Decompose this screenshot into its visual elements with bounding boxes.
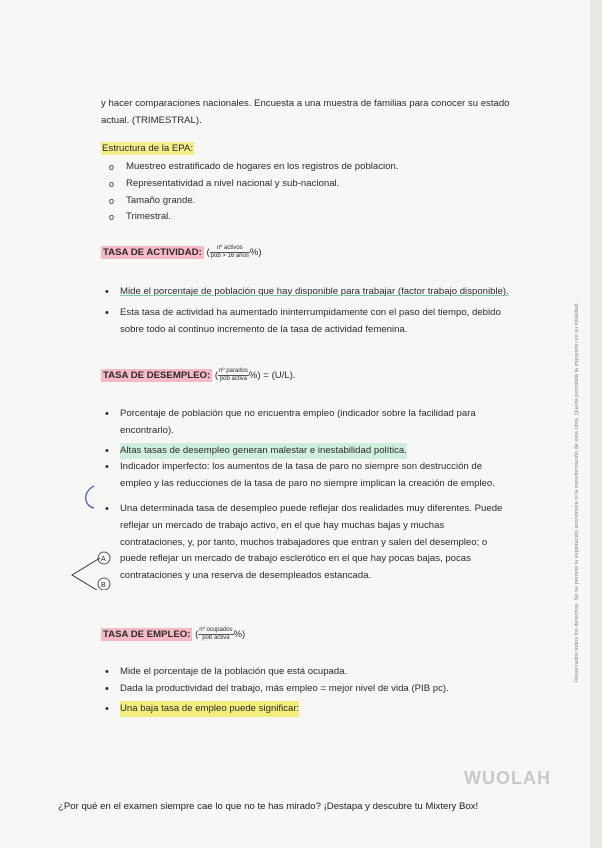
margin-annotation [60,480,120,590]
bracket-mark [86,486,94,508]
copyright-side-note: Reservados todos los derechos. No se permite la explotación económica ni la transformación de esta obra. Queda permitida la impresión en su totalidad. [574,302,580,682]
empleo-fraction [198,627,233,642]
annotation-b: B [101,582,106,589]
list-item: • Porcentaje de población que no encuentra empleo (indicador sobre la facilidad para encontrarlo). [120,406,510,440]
fraction-numerator: nº ocupados [199,627,233,633]
list-item: o Trimestral. [126,209,506,226]
frac-close: %) = (U/L). [248,370,296,382]
annotation-a: A [101,556,106,563]
list-item: • Esta tasa de actividad ha aumentado ininterrumpidamente con el paso del tiempo, debido sobre todo al continuo incremento de la tasa de actividad femenina. [120,305,510,339]
actividad-list [120,284,510,338]
frac-close: %) [233,629,246,641]
list-item: • Una baja tasa de empleo puede significar: [120,701,299,718]
list-item: • Una determinada tasa de desempleo puede reflejar dos realidades muy diferentes. Puede reflejar un mercado de trabajo activo, en el que hay muchas bajas y muchas contrataciones, y, por tanto, muchos trabajadores que entran y salen del desempleo; o puede reflejar un mercado de trabajo esclerótico en el que hay pocas bajas, pocas contrataciones y una reserva de desempleados estancada. [120,501,510,585]
actividad-heading [101,245,262,260]
desempleo-fraction [218,368,249,383]
fraction-denominator: pob > 16 años [210,253,249,259]
frac-open: ( [214,370,219,382]
list-item: o Tamaño grande. [126,193,506,210]
list-item: • Altas tasas de desempleo generan malestar e inestabilidad política. [120,443,407,460]
intro-paragraph: y hacer comparaciones nacionales. Encuesta a una muestra de familias para conocer su estado actual. (TRIMESTRAL). [101,98,510,126]
fraction-numerator: nº activos [210,245,250,253]
empleo-heading [101,627,245,642]
empleo-title: TASA DE EMPLEO: [103,629,191,641]
list-item: • Mide el porcentaje de la población que está ocupada. [120,664,510,681]
actividad-title: TASA DE ACTIVIDAD: [103,247,202,259]
list-item: • Indicador imperfecto: los aumentos de la tasa de paro no siempre son destrucción de empleo y las reducciones de la tasa de paro no siempre implican la creación de empleo. [120,459,510,493]
frac-close: %) [249,247,262,259]
wuolah-logo: WUOLAH [464,768,551,788]
list-item: • Mide el porcentaje de población que hay disponible para trabajar (factor trabajo disponible). [120,284,510,301]
footer-ad-link[interactable]: ¿Por qué en el examen siempre cae lo que no te has mirado? ¡Destapa y descubre tu Mixtery Box! [58,801,479,812]
fraction-denominator: pob activa [219,376,248,382]
arrow-mark [72,558,100,590]
epa-list [126,159,506,226]
list-item: • Dada la productividad del trabajo, más empleo = mejor nivel de vida (PIB pc). [120,681,510,698]
epa-heading [101,143,194,154]
list-item: o Muestreo estratificado de hogares en los registros de poblacion. [126,159,506,176]
fraction-denominator: pob activa [202,635,230,641]
desempleo-heading [101,368,296,383]
frac-open: ( [206,247,210,259]
desempleo-title: TASA DE DESEMPLEO: [103,370,211,382]
fraction-numerator: nº parados [219,368,248,374]
actividad-fraction [210,245,250,260]
list-item: o Representatividad a nivel nacional y sub-nacional. [126,176,506,193]
desempleo-list [120,406,510,585]
epa-title: Estructura de la EPA: [102,143,194,154]
frac-open: ( [195,629,199,641]
empleo-list [120,664,510,717]
